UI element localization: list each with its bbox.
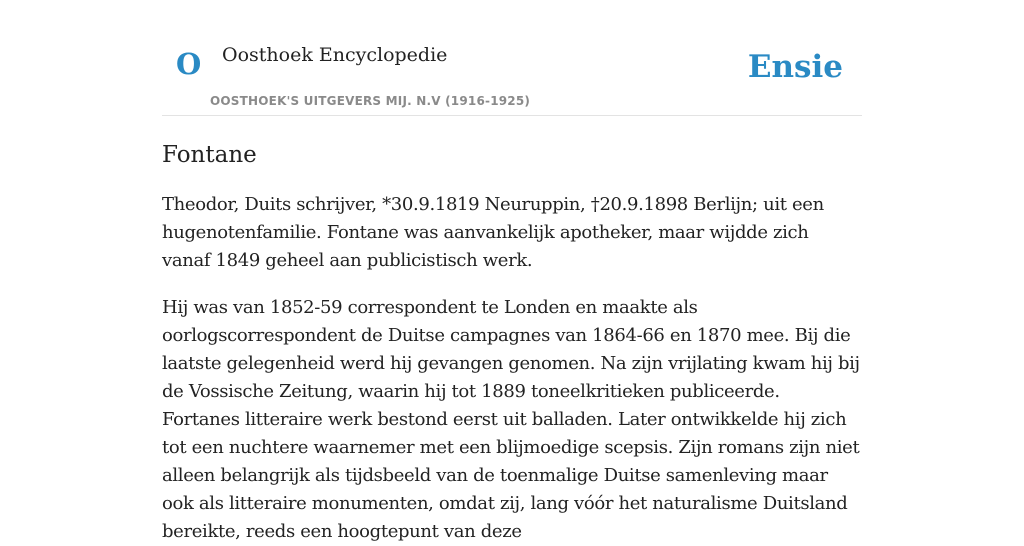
publisher-subtitle: OOSTHOEK'S UITGEVERS MIJ. N.V (1916-1925) — [210, 94, 531, 108]
page — [162, 0, 862, 546]
article-paragraph-2: Hij was van 1852-59 correspondent te Londen en maakte als oorlogscorrespondent de Duitse campagnes van 1864-66 en 1870 mee. Bij die laatste gelegenheid werd hij gevangen genomen. Na zijn vrijlating kwam hij bij de Vossische Zeitung, waarin hij tot 1889 toneelkritieken publiceerde. Fortanes litteraire werk bestond eerst uit balladen. Later ontwikkelde hij zich tot een nuchtere waarnemer met een blijmoedige scepsis. Zijn romans zijn niet alleen belangrijk als tijdsbeeld van de toenmalige Duitse samenleving maar ook als litteraire monumenten, omdat zij, lang vóór het naturalisme Duitsland bereikte, reeds een hoogtepunt van deze — [162, 297, 860, 542]
site-header — [162, 0, 862, 116]
brand-logo[interactable]: Ensie — [747, 49, 843, 85]
article-paragraph-1: Theodor, Duits schrijver, *30.9.1819 Neuruppin, †20.9.1898 Berlijn; uit een hugenotenfamilie. Fontane was aanvankelijk apotheker, maar wijdde zich vanaf 1849 geheel aan publicistisch werk. — [162, 194, 824, 271]
article-title: Fontane — [162, 142, 257, 168]
encyclopedia-title[interactable]: Oosthoek Encyclopedie — [222, 44, 448, 66]
logo-letter[interactable]: O — [176, 47, 202, 81]
